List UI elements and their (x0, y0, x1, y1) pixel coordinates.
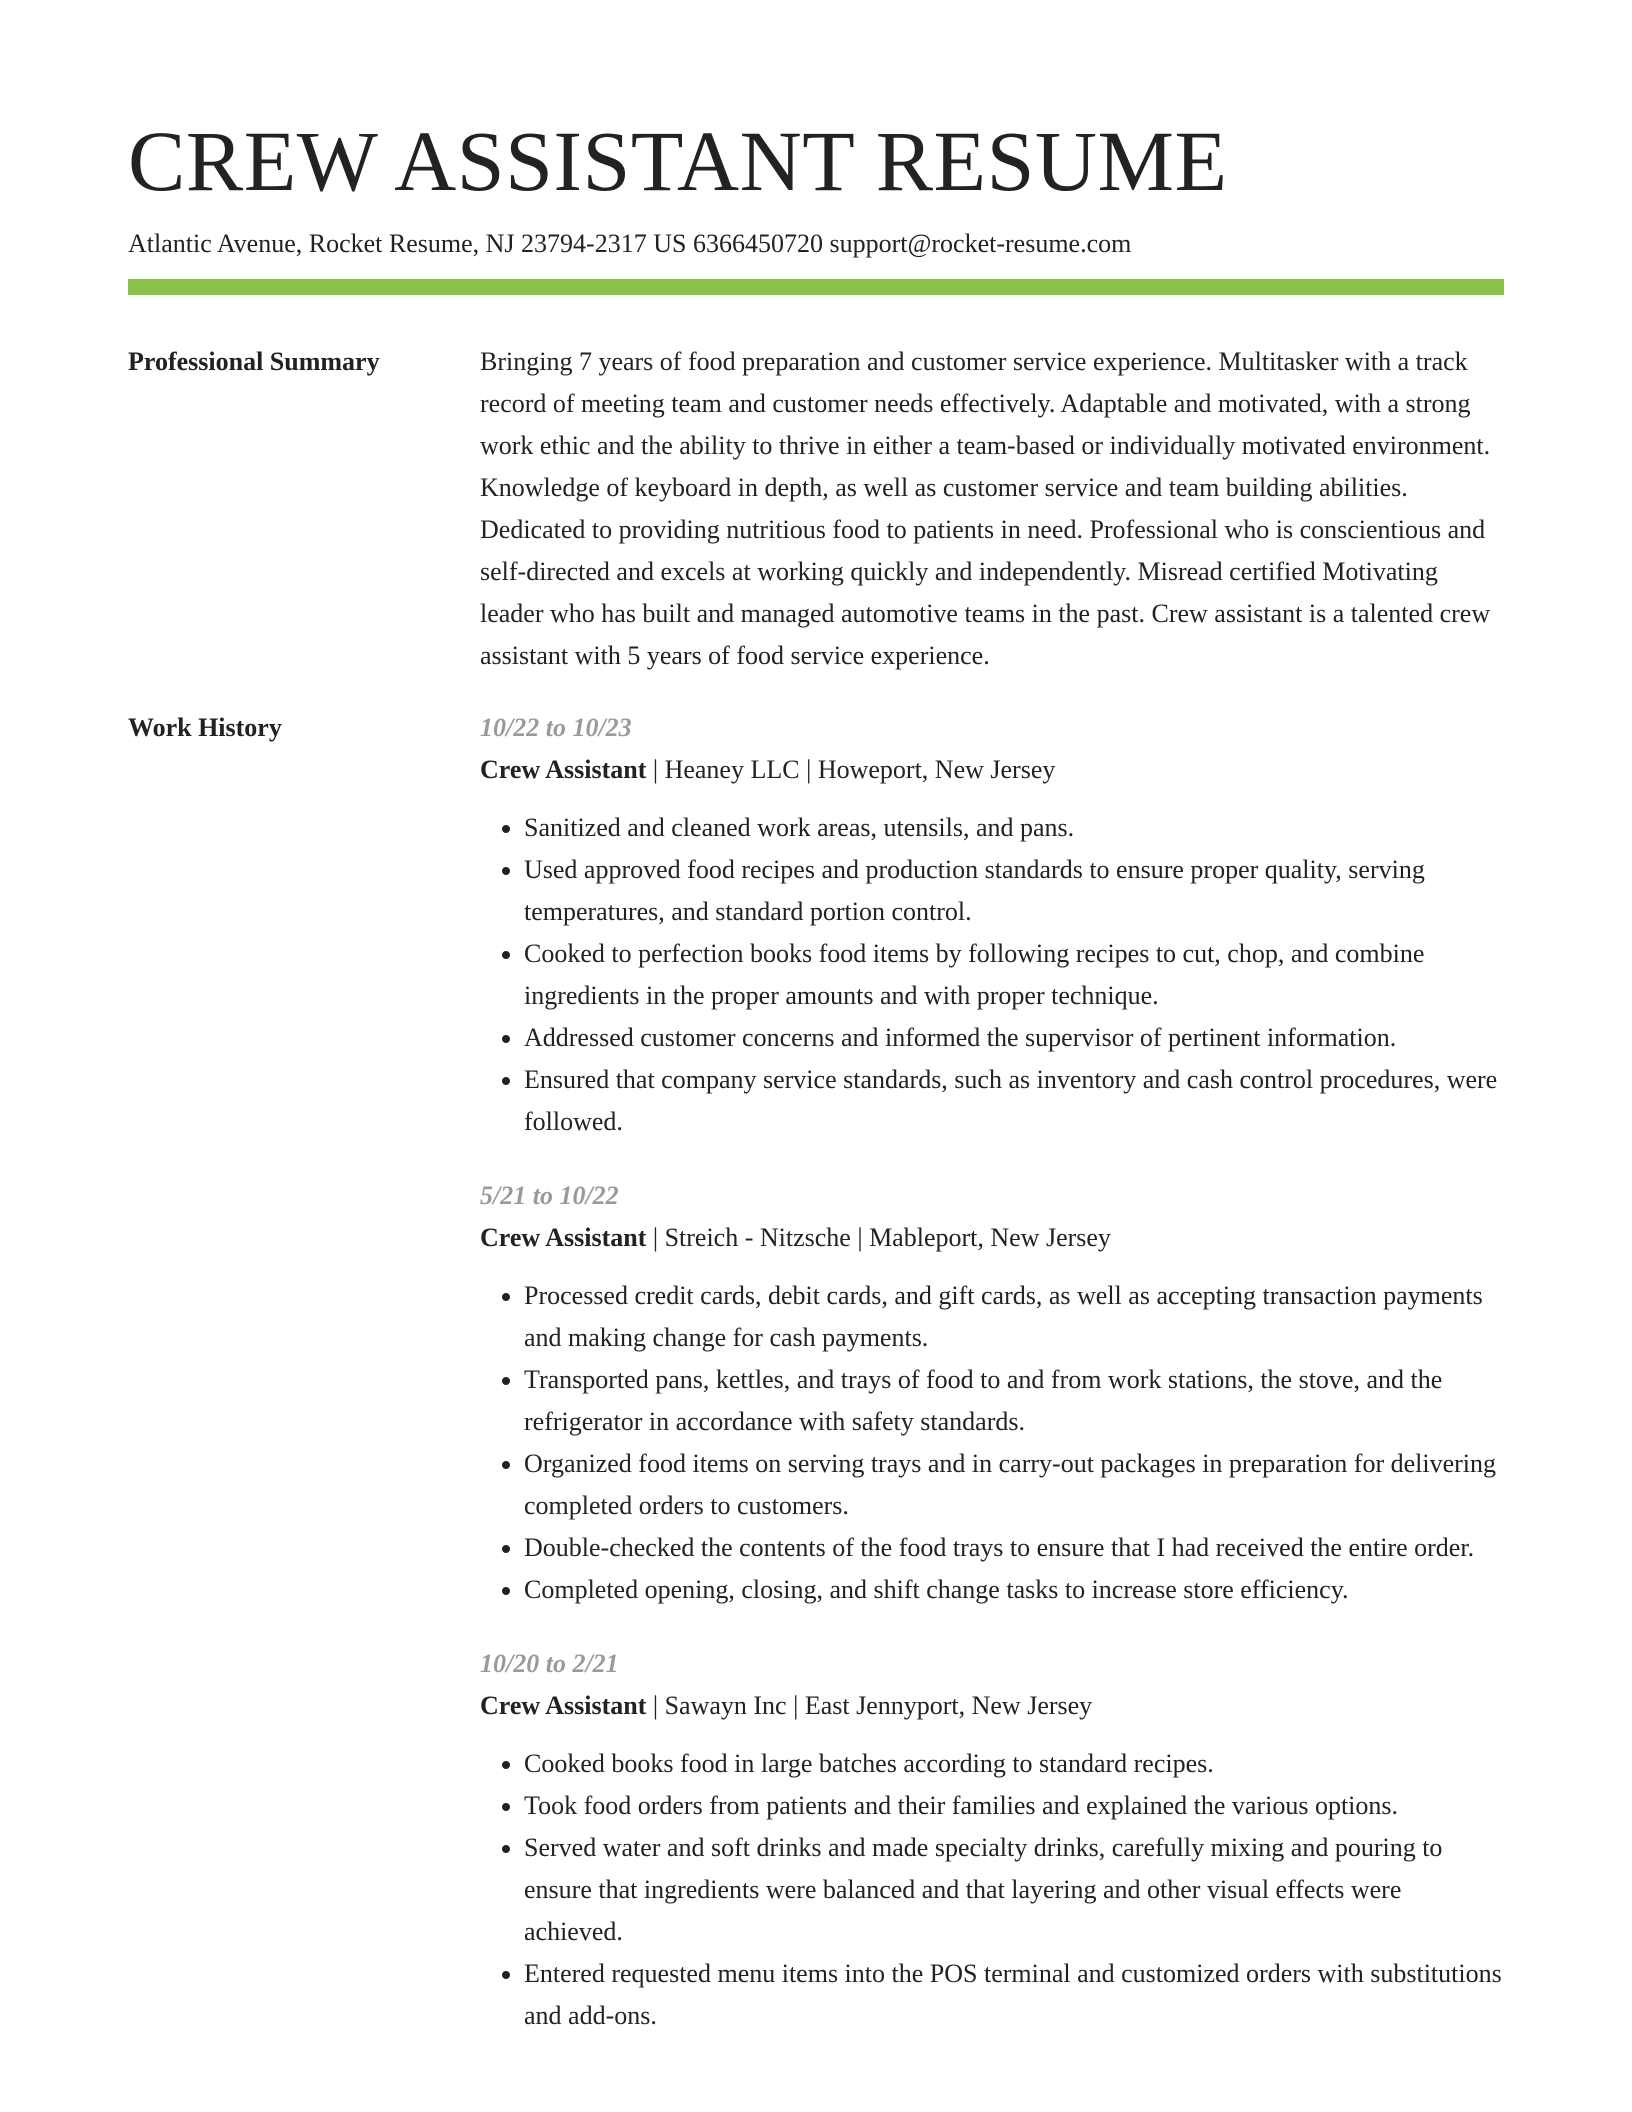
summary-body (480, 341, 1504, 677)
job-duty: • Processed credit cards, debit cards, and gift cards, as well as accepting transaction payments and making change for cash payments. (524, 1275, 1504, 1359)
contact-phone: 6366450720 (692, 229, 823, 258)
accent-divider (128, 279, 1504, 295)
contact-line (128, 228, 1504, 259)
separator: | (652, 755, 659, 785)
job-duty: • Sanitized and cleaned work areas, utensils, and pans. (524, 807, 1504, 849)
summary-heading: Professional Summary (128, 347, 380, 377)
job-title: Crew Assistant (480, 1691, 647, 1721)
summary-text: Bringing 7 years of food preparation and customer service experience. Multitasker with a track record of meeting team and customer needs effectively. Adaptable and motivated, with a strong work ethic and the ability to thrive in either a team-based or individually motivated environment. Knowledge of keyboard in depth, as well as customer service and team building abilities. Dedicated to providing nutritious food to patients in need. Professional who is conscientious and self-directed and excels at working quickly and independently. Misread certified Motivating leader who has built and managed automotive teams in the past. Crew assistant is a talented crew assistant with 5 years of food service experience. (480, 347, 1491, 671)
job-company: Streich - Nitzsche (664, 1223, 851, 1253)
summary-section (128, 341, 1504, 677)
separator: | (652, 1223, 659, 1253)
resume-title: CREW ASSISTANT RESUME (128, 113, 1228, 209)
resume-page (128, 113, 1504, 2037)
separator: | (793, 1691, 799, 1721)
contact-email: support@rocket-resume.com (829, 229, 1132, 258)
job-duty: • Addressed customer concerns and informed the supervisor of pertinent information. (524, 1017, 1504, 1059)
job-heading-line (480, 1217, 1504, 1259)
job-duty: • Double-checked the contents of the food trays to ensure that I had received the entire order. (524, 1527, 1504, 1569)
job-entry (480, 707, 1504, 1143)
job-title: Crew Assistant (480, 1223, 647, 1253)
job-duties-list (480, 807, 1504, 1143)
job-entry (480, 1643, 1504, 2037)
contact-address: Atlantic Avenue, Rocket Resume, NJ 23794-2317 US (128, 229, 687, 258)
job-dates: 10/22 to 10/23 (480, 713, 632, 743)
job-duty: • Cooked to perfection books food items by following recipes to cut, chop, and combine ingredients in the proper amounts and with proper technique. (524, 933, 1504, 1017)
job-duty: • Transported pans, kettles, and trays of food to and from work stations, the stove, and the refrigerator in accordance with safety standards. (524, 1359, 1504, 1443)
job-duty: • Entered requested menu items into the POS terminal and customized orders with substitutions and add-ons. (524, 1953, 1504, 2037)
job-dates: 5/21 to 10/22 (480, 1181, 619, 1211)
job-duties-list (480, 1275, 1504, 1611)
job-duty: • Completed opening, closing, and shift change tasks to increase store efficiency. (524, 1569, 1504, 1611)
job-location: Howeport, New Jersey (817, 755, 1056, 785)
job-company: Sawayn Inc (664, 1691, 787, 1721)
work-history-heading: Work History (128, 713, 282, 743)
job-heading-line (480, 1685, 1504, 1727)
job-entry (480, 1175, 1504, 1611)
job-location: Mableport, New Jersey (869, 1223, 1111, 1253)
job-duty: • Served water and soft drinks and made specialty drinks, carefully mixing and pouring to ensure that ingredients were balanced and that layering and other visual effects were achieved. (524, 1827, 1504, 1953)
job-location: East Jennyport, New Jersey (804, 1691, 1093, 1721)
work-history-section (128, 707, 1504, 2037)
job-company: Heaney LLC (664, 755, 800, 785)
job-dates: 10/20 to 2/21 (480, 1649, 619, 1679)
job-heading-line (480, 749, 1504, 791)
job-duty: • Used approved food recipes and production standards to ensure proper quality, serving temperatures, and standard portion control. (524, 849, 1504, 933)
job-duty: • Ensured that company service standards, such as inventory and cash control procedures, were followed. (524, 1059, 1504, 1143)
work-history-list (480, 707, 1504, 2037)
job-duties-list (480, 1743, 1504, 2037)
job-duty: • Organized food items on serving trays and in carry-out packages in preparation for delivering completed orders to customers. (524, 1443, 1504, 1527)
job-duty: • Cooked books food in large batches according to standard recipes. (524, 1743, 1504, 1785)
job-duty: • Took food orders from patients and their families and explained the various options. (524, 1785, 1504, 1827)
separator: | (806, 755, 812, 785)
job-title: Crew Assistant (480, 755, 647, 785)
separator: | (652, 1691, 659, 1721)
separator: | (857, 1223, 863, 1253)
